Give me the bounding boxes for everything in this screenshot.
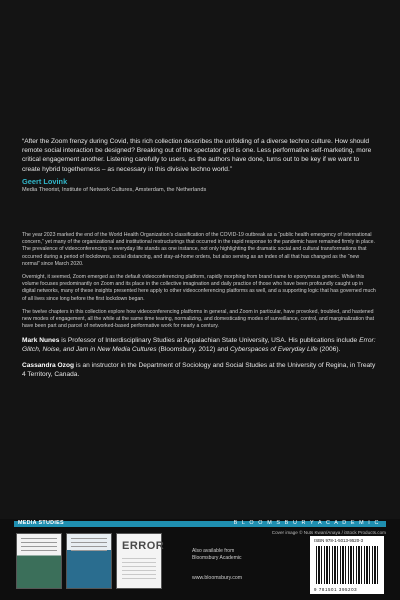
blurb-paragraph-2: Overnight, it seemed, Zoom emerged as the default videoconferencing platform, rapidly morphing from brand name to eponymous generic. While this volume focuses predominantly on Zoom and its place in the collective imagination and daily practice of those who have been profoundly caught up in digital networks, many of these insights presented here apply to other videoconferencing platforms as well, and a supporting logic that has governed much of all lives since long before the first lockdown began.	[22, 274, 376, 302]
related-book-cover-2	[66, 533, 112, 589]
blurb-paragraph-1: The year 2023 marked the end of the World Health Organization’s classification of the COVID-19 outbreak as a “public health emergency of international concern,” yet many of the organizational and institutional restructurings that occurred in the rapid response to the pandemic have remained firmly in place. The prevalence of videoconferencing in everyday life stands as one instance, not only highlighting the dramatic social and cultural transformations that occurred during a period of lockdowns, social distancing, and stay-at-home orders, but also serving as an index of all that has changed as the “new normal” since March 2020.	[22, 232, 375, 267]
book-title-1: Error: Glitch, Noise, and Jam in New Media Cultures	[22, 337, 376, 354]
author-name-1: Mark Nunes	[22, 337, 60, 345]
barcode-bars	[316, 546, 378, 584]
blurb-paragraph-3: The twelve chapters in this collection explore how videoconferencing platforms in general, and Zoom in particular, have provoked, troubled, and hastened new modes of engagement, all the while at the same time tearing, normalizing, and domesticating modes of surveillance, control, and marginalization that have been part and parcel of networked-based performative work for nearly a century.	[22, 308, 375, 330]
author-bio-1	[22, 336, 378, 354]
author-bio-2-text: is an instructor in the Department of Sociology and Social Studies at the University of Regina, in Treaty 4 Territory, Canada.	[22, 362, 376, 379]
endorsement-block	[22, 137, 378, 193]
related-book-3-title: ERROR	[122, 540, 165, 552]
blurb-body	[22, 232, 378, 386]
related-book-cover-1	[16, 533, 62, 589]
publisher-website: www.bloomsbury.com	[192, 575, 243, 581]
endorsement-quote: “After the Zoom frenzy during Covid, this rich collection describes the unfolding of a diverse techno culture. How should remote social interaction be designed? Breaking out of the spectator grid is one. Less performative self-marketing, more critical engagement another. Listening carefully to users, as the authors have done, turns out to be key if we want to create hybrid togetherness – as necessary in this divisive techno world.”	[22, 138, 372, 173]
also-available-line-1: Also available from	[192, 548, 235, 554]
barcode-number: 9 781501 395203	[314, 587, 358, 592]
endorsement-role: Media Theorist, Institute of Network Cultures, Amsterdam, the Netherlands	[22, 186, 207, 193]
publisher-label: B L O O M S B U R Y A C A D E M I C	[233, 520, 380, 526]
series-bar	[14, 521, 386, 527]
author-bio-2	[22, 361, 378, 379]
book-title-2: Cyberspaces of Everyday Life	[230, 346, 318, 354]
author-bio-1-text: is Professor of Interdisciplinary Studies at Appalachian State University, USA. His publications include	[59, 337, 360, 345]
related-book-cover-3	[116, 533, 165, 589]
isbn-barcode	[310, 536, 384, 594]
author-name-2: Cassandra Ozog	[22, 362, 75, 370]
series-label: MEDIA STUDIES	[18, 520, 64, 526]
author-bio-1-mid: (Bloomsbury, 2012) and	[156, 346, 231, 354]
also-available-line-2: Bloomsbury Academic	[192, 555, 242, 561]
endorsement-author: Geert Lovink	[22, 176, 68, 186]
cover-credits: Cover image © Nuts Kwan/Anaya / iStock Products.com	[271, 530, 386, 535]
also-available	[192, 548, 241, 562]
author-bio-1-end: (2006).	[317, 346, 341, 354]
isbn-text: ISBN 978-1-5013-9520-3	[314, 538, 364, 543]
